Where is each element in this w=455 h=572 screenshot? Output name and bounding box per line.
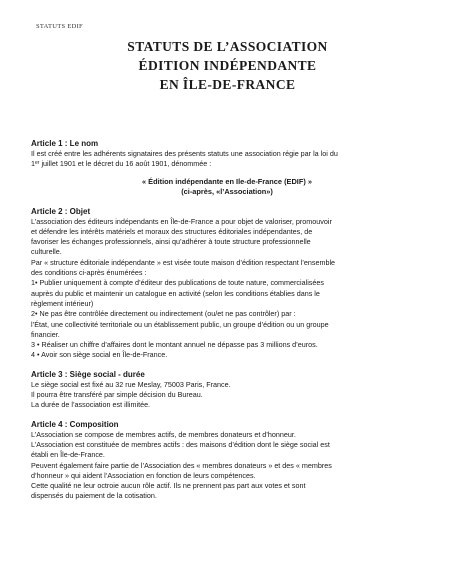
article-text-line: Par « structure éditoriale indépendante » est visée toute maison d’édition respectant l’ensemble [31, 257, 336, 267]
article-text-line: favoriser les échanges professionnels, ainsi qu’adhérer à toute structure professionnelle [31, 237, 311, 247]
article-4 [31, 419, 423, 502]
article-1 [31, 138, 423, 198]
article-text-line: dispensés du paiement de la cotisation. [31, 491, 157, 501]
superscript: er [35, 160, 40, 167]
article-text-line: financier. [31, 329, 60, 339]
article-text-line: Peuvent également faire partie de l’Association des « membres donateurs » et des « membres [31, 460, 332, 470]
article-text-line: Il pourra être transféré par simple décision du Bureau. [31, 390, 203, 400]
article-text-line: règlement intérieur) [31, 298, 94, 308]
article-text-line: auprès du public et maintenir un catalogue en activité (selon les conditions établies dans le [31, 288, 320, 298]
association-alias: (ci-après, «l’Association») [181, 187, 273, 197]
article-text-line: Il est créé entre les adhérents signataires des présents statuts une association régie par la loi du [31, 149, 338, 158]
text-fragment: 1 [31, 159, 35, 169]
article-text-line [31, 159, 423, 169]
article-text-line: établi en Île-de-France. [31, 450, 105, 460]
document-title [0, 37, 455, 94]
article-3 [31, 369, 423, 411]
article-text-line: 2• Ne pas être contrôlée directement ou indirectement (ou/et ne pas contrôler) par : [31, 309, 296, 319]
article-heading: Article 2 : Objet [31, 206, 91, 216]
title-line: EN ÎLE-DE-FRANCE [159, 77, 296, 92]
article-2 [31, 206, 423, 361]
article-text-line: culturelle. [31, 247, 62, 257]
article-text-line: d’honneur » qui aident l’Association en fonction de leurs compétences. [31, 470, 256, 480]
title-line: ÉDITION INDÉPENDANTE [138, 58, 317, 73]
title-line: STATUTS DE L’ASSOCIATION [127, 39, 328, 54]
article-text-line: l’État, une collectivité territoriale ou un établissement public, un groupe d’édition ou un groupe [31, 319, 329, 329]
article-text-line: 4 • Avoir son siège social en Île-de-France. [31, 350, 168, 360]
article-text-line: des conditions ci-après énumérées : [31, 268, 147, 278]
article-text-line: et défendre les intérêts matériels et moraux des structures éditoriales indépendantes, de [31, 226, 313, 236]
document-header-label: STATUTS EDIF [36, 23, 83, 30]
article-text-line: L’Association se compose de membres actifs, de membres donateurs et d’honneur. [31, 429, 296, 439]
association-name: « Édition indépendante en Ile-de-France (EDIF) » [141, 176, 312, 186]
text-fragment: juillet 1901 et le décret du 16 août 1901, dénommée : [39, 159, 212, 169]
article-text-line: Cette qualité ne leur octroie aucun rôle actif. Ils ne prennent pas part aux votes et sont [31, 481, 306, 491]
article-text-line: La durée de l’association est illimitée. [31, 400, 151, 410]
article-text-line: L’association des éditeurs indépendants en Île-de-France a pour objet de valoriser, promouvoir [31, 216, 332, 226]
article-heading: Article 1 : Le nom [31, 139, 99, 148]
article-heading: Article 4 : Composition [31, 419, 119, 429]
article-heading: Article 3 : Siège social - durée [31, 369, 145, 379]
article-text-line: Le siège social est fixé au 32 rue Meslay, 75003 Paris, France. [31, 379, 231, 389]
article-text-line: 1• Publier uniquement à compte d’éditeur des publications de toute nature, commercialisées [31, 278, 324, 288]
document-body [31, 138, 423, 510]
article-text-line: 3 • Réaliser un chiffre d’affaires dont le montant annuel ne dépasse pas 3 millions d’euros. [31, 340, 318, 350]
article-text-line: L’Association est constituée de membres actifs : des maisons d’édition dont le siège social est [31, 439, 330, 449]
